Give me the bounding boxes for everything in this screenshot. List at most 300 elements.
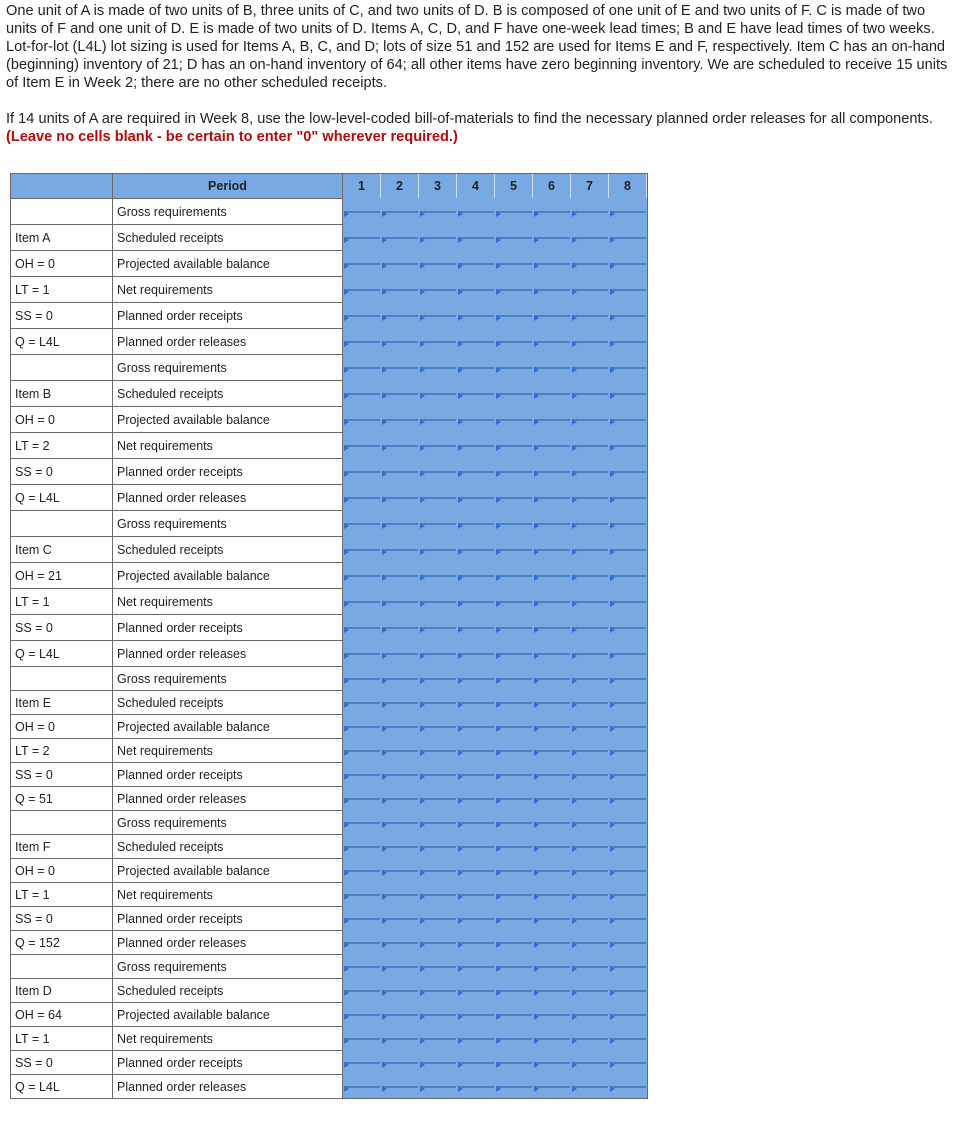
answer-input[interactable] (344, 870, 380, 872)
answer-input[interactable] (344, 702, 380, 704)
answer-input[interactable] (382, 627, 418, 629)
answer-input[interactable] (496, 846, 532, 848)
answer-input[interactable] (458, 393, 494, 395)
answer-input[interactable] (572, 894, 608, 896)
answer-input[interactable] (344, 289, 380, 291)
answer-input[interactable] (420, 894, 456, 896)
answer-input[interactable] (572, 846, 608, 848)
answer-input[interactable] (344, 846, 380, 848)
answer-input[interactable] (610, 445, 646, 447)
answer-input[interactable] (496, 822, 532, 824)
answer-input[interactable] (534, 1014, 570, 1016)
answer-input[interactable] (344, 575, 380, 577)
answer-input[interactable] (534, 341, 570, 343)
answer-input[interactable] (420, 822, 456, 824)
answer-input[interactable] (458, 289, 494, 291)
input-cell (419, 276, 457, 302)
answer-input[interactable] (420, 367, 456, 369)
answer-input[interactable] (572, 575, 608, 577)
answer-input[interactable] (534, 575, 570, 577)
answer-input[interactable] (572, 774, 608, 776)
answer-input[interactable] (572, 918, 608, 920)
answer-input[interactable] (534, 678, 570, 680)
answer-input[interactable] (496, 601, 532, 603)
answer-input[interactable] (420, 393, 456, 395)
answer-input[interactable] (610, 942, 646, 944)
answer-input[interactable] (344, 237, 380, 239)
input-cell (609, 906, 647, 930)
answer-input[interactable] (496, 726, 532, 728)
answer-input[interactable] (572, 393, 608, 395)
answer-input[interactable] (344, 1014, 380, 1016)
answer-input[interactable] (420, 966, 456, 968)
answer-input[interactable] (382, 678, 418, 680)
answer-input[interactable] (458, 575, 494, 577)
answer-input[interactable] (420, 445, 456, 447)
answer-input[interactable] (382, 263, 418, 265)
answer-input[interactable] (344, 798, 380, 800)
answer-input[interactable] (382, 575, 418, 577)
input-cell (457, 930, 495, 954)
answer-input[interactable] (610, 870, 646, 872)
answer-input[interactable] (572, 419, 608, 421)
answer-input[interactable] (534, 894, 570, 896)
answer-input[interactable] (496, 1038, 532, 1040)
answer-input[interactable] (496, 1014, 532, 1016)
answer-input[interactable] (572, 627, 608, 629)
answer-input[interactable] (458, 918, 494, 920)
answer-input[interactable] (420, 750, 456, 752)
answer-input[interactable] (534, 471, 570, 473)
answer-input[interactable] (382, 237, 418, 239)
answer-input[interactable] (458, 367, 494, 369)
answer-input[interactable] (572, 750, 608, 752)
answer-input[interactable] (572, 702, 608, 704)
input-cell (495, 380, 533, 406)
answer-input[interactable] (458, 1014, 494, 1016)
answer-input[interactable] (344, 549, 380, 551)
answer-input[interactable] (610, 237, 646, 239)
answer-input[interactable] (572, 966, 608, 968)
answer-input[interactable] (610, 990, 646, 992)
answer-input[interactable] (534, 627, 570, 629)
answer-input[interactable] (344, 367, 380, 369)
answer-input[interactable] (382, 523, 418, 525)
answer-input[interactable] (534, 846, 570, 848)
answer-input[interactable] (572, 1014, 608, 1016)
answer-input[interactable] (610, 702, 646, 704)
answer-input[interactable] (458, 627, 494, 629)
answer-input[interactable] (344, 1062, 380, 1064)
answer-input[interactable] (382, 726, 418, 728)
answer-input[interactable] (344, 263, 380, 265)
answer-input[interactable] (534, 1062, 570, 1064)
answer-input[interactable] (572, 678, 608, 680)
answer-input[interactable] (572, 289, 608, 291)
answer-input[interactable] (420, 653, 456, 655)
row-label: Planned order releases (113, 328, 343, 354)
input-cell (533, 1074, 571, 1098)
answer-input[interactable] (382, 702, 418, 704)
answer-input[interactable] (458, 653, 494, 655)
answer-input[interactable] (496, 750, 532, 752)
answer-input[interactable] (458, 678, 494, 680)
answer-input[interactable] (534, 822, 570, 824)
answer-input[interactable] (420, 549, 456, 551)
answer-input[interactable] (496, 263, 532, 265)
answer-input[interactable] (420, 942, 456, 944)
answer-input[interactable] (534, 367, 570, 369)
answer-input[interactable] (496, 798, 532, 800)
answer-input[interactable] (610, 393, 646, 395)
answer-input[interactable] (420, 774, 456, 776)
answer-input[interactable] (572, 471, 608, 473)
answer-input[interactable] (420, 341, 456, 343)
answer-input[interactable] (420, 702, 456, 704)
answer-input[interactable] (610, 419, 646, 421)
answer-input[interactable] (496, 237, 532, 239)
answer-input[interactable] (344, 341, 380, 343)
answer-input[interactable] (610, 289, 646, 291)
answer-input[interactable] (572, 497, 608, 499)
answer-input[interactable] (458, 846, 494, 848)
answer-input[interactable] (382, 653, 418, 655)
answer-input[interactable] (344, 1086, 380, 1088)
answer-input[interactable] (344, 774, 380, 776)
answer-input[interactable] (610, 549, 646, 551)
answer-input[interactable] (496, 211, 532, 213)
answer-input[interactable] (496, 990, 532, 992)
answer-input[interactable] (572, 822, 608, 824)
answer-input[interactable] (572, 445, 608, 447)
answer-input[interactable] (458, 237, 494, 239)
answer-input[interactable] (420, 846, 456, 848)
answer-input[interactable] (382, 846, 418, 848)
answer-input[interactable] (382, 918, 418, 920)
answer-input[interactable] (382, 289, 418, 291)
answer-input[interactable] (534, 918, 570, 920)
answer-input[interactable] (458, 341, 494, 343)
answer-input[interactable] (496, 1086, 532, 1088)
answer-input[interactable] (344, 822, 380, 824)
answer-input[interactable] (534, 774, 570, 776)
answer-input[interactable] (420, 289, 456, 291)
answer-input[interactable] (420, 471, 456, 473)
answer-input[interactable] (458, 263, 494, 265)
answer-input[interactable] (420, 315, 456, 317)
answer-input[interactable] (382, 367, 418, 369)
answer-input[interactable] (420, 263, 456, 265)
answer-input[interactable] (572, 211, 608, 213)
answer-input[interactable] (610, 798, 646, 800)
answer-input[interactable] (420, 990, 456, 992)
answer-input[interactable] (458, 419, 494, 421)
mrp-row (11, 614, 647, 640)
answer-input[interactable] (610, 750, 646, 752)
answer-input[interactable] (382, 798, 418, 800)
answer-input[interactable] (572, 726, 608, 728)
answer-input[interactable] (344, 942, 380, 944)
answer-input[interactable] (534, 750, 570, 752)
input-cell (609, 978, 647, 1002)
answer-input[interactable] (572, 601, 608, 603)
answer-input[interactable] (572, 990, 608, 992)
answer-input[interactable] (382, 774, 418, 776)
answer-input[interactable] (534, 237, 570, 239)
answer-input[interactable] (572, 653, 608, 655)
answer-input[interactable] (458, 549, 494, 551)
answer-input[interactable] (420, 419, 456, 421)
input-cell (343, 224, 381, 250)
answer-input[interactable] (344, 750, 380, 752)
answer-input[interactable] (610, 627, 646, 629)
answer-input[interactable] (572, 315, 608, 317)
answer-input[interactable] (572, 870, 608, 872)
answer-input[interactable] (382, 822, 418, 824)
answer-input[interactable] (496, 445, 532, 447)
answer-input[interactable] (572, 237, 608, 239)
answer-input[interactable] (382, 750, 418, 752)
answer-input[interactable] (344, 393, 380, 395)
answer-input[interactable] (344, 1038, 380, 1040)
answer-input[interactable] (382, 1086, 418, 1088)
answer-input[interactable] (420, 798, 456, 800)
answer-input[interactable] (496, 289, 532, 291)
answer-input[interactable] (610, 575, 646, 577)
answer-input[interactable] (344, 653, 380, 655)
answer-input[interactable] (458, 497, 494, 499)
answer-input[interactable] (458, 702, 494, 704)
answer-input[interactable] (496, 1062, 532, 1064)
answer-input[interactable] (382, 393, 418, 395)
answer-input[interactable] (496, 653, 532, 655)
answer-input[interactable] (382, 1062, 418, 1064)
answer-input[interactable] (610, 822, 646, 824)
answer-input[interactable] (610, 523, 646, 525)
answer-input[interactable] (382, 1014, 418, 1016)
answer-input[interactable] (610, 774, 646, 776)
answer-input[interactable] (344, 678, 380, 680)
answer-input[interactable] (534, 1038, 570, 1040)
answer-input[interactable] (534, 315, 570, 317)
answer-input[interactable] (420, 726, 456, 728)
answer-input[interactable] (610, 966, 646, 968)
answer-input[interactable] (382, 601, 418, 603)
answer-input[interactable] (458, 990, 494, 992)
answer-input[interactable] (496, 393, 532, 395)
answer-input[interactable] (496, 367, 532, 369)
answer-input[interactable] (382, 497, 418, 499)
answer-input[interactable] (572, 367, 608, 369)
answer-input[interactable] (344, 966, 380, 968)
answer-input[interactable] (534, 263, 570, 265)
answer-input[interactable] (496, 471, 532, 473)
input-cell (533, 484, 571, 510)
answer-input[interactable] (610, 918, 646, 920)
answer-input[interactable] (534, 497, 570, 499)
answer-input[interactable] (572, 942, 608, 944)
answer-input[interactable] (344, 990, 380, 992)
answer-input[interactable] (458, 445, 494, 447)
answer-input[interactable] (458, 822, 494, 824)
answer-input[interactable] (572, 341, 608, 343)
answer-input[interactable] (534, 702, 570, 704)
answer-input[interactable] (420, 678, 456, 680)
answer-input[interactable] (382, 471, 418, 473)
answer-input[interactable] (534, 445, 570, 447)
answer-input[interactable] (534, 1086, 570, 1088)
answer-input[interactable] (610, 1062, 646, 1064)
answer-input[interactable] (344, 726, 380, 728)
input-cell (343, 690, 381, 714)
answer-input[interactable] (420, 237, 456, 239)
answer-input[interactable] (610, 497, 646, 499)
answer-input[interactable] (458, 523, 494, 525)
answer-input[interactable] (534, 870, 570, 872)
answer-input[interactable] (382, 211, 418, 213)
answer-input[interactable] (610, 1038, 646, 1040)
answer-input[interactable] (496, 549, 532, 551)
answer-input[interactable] (534, 990, 570, 992)
answer-input[interactable] (458, 211, 494, 213)
answer-input[interactable] (420, 211, 456, 213)
answer-input[interactable] (610, 471, 646, 473)
answer-input[interactable] (572, 549, 608, 551)
answer-input[interactable] (610, 678, 646, 680)
answer-input[interactable] (496, 918, 532, 920)
answer-input[interactable] (458, 1038, 494, 1040)
answer-input[interactable] (610, 653, 646, 655)
answer-input[interactable] (382, 966, 418, 968)
answer-input[interactable] (382, 419, 418, 421)
answer-input[interactable] (572, 1062, 608, 1064)
answer-input[interactable] (610, 894, 646, 896)
answer-input[interactable] (534, 942, 570, 944)
answer-input[interactable] (572, 1038, 608, 1040)
answer-input[interactable] (496, 575, 532, 577)
answer-input[interactable] (458, 774, 494, 776)
answer-input[interactable] (534, 289, 570, 291)
answer-input[interactable] (382, 315, 418, 317)
answer-input[interactable] (344, 523, 380, 525)
answer-input[interactable] (420, 1014, 456, 1016)
answer-input[interactable] (382, 445, 418, 447)
answer-input[interactable] (420, 601, 456, 603)
answer-input[interactable] (496, 894, 532, 896)
answer-input[interactable] (344, 894, 380, 896)
answer-input[interactable] (610, 263, 646, 265)
answer-input[interactable] (420, 497, 456, 499)
answer-input[interactable] (496, 678, 532, 680)
answer-input[interactable] (496, 315, 532, 317)
answer-input[interactable] (458, 798, 494, 800)
answer-input[interactable] (420, 870, 456, 872)
answer-input[interactable] (382, 341, 418, 343)
answer-input[interactable] (534, 966, 570, 968)
answer-input[interactable] (534, 726, 570, 728)
answer-input[interactable] (610, 341, 646, 343)
answer-input[interactable] (496, 774, 532, 776)
answer-input[interactable] (496, 702, 532, 704)
answer-input[interactable] (534, 211, 570, 213)
answer-input[interactable] (458, 750, 494, 752)
answer-input[interactable] (382, 870, 418, 872)
answer-input[interactable] (572, 263, 608, 265)
answer-input[interactable] (382, 1038, 418, 1040)
answer-input[interactable] (534, 393, 570, 395)
answer-input[interactable] (344, 445, 380, 447)
answer-input[interactable] (458, 726, 494, 728)
answer-input[interactable] (458, 966, 494, 968)
answer-input[interactable] (496, 627, 532, 629)
answer-input[interactable] (610, 601, 646, 603)
answer-input[interactable] (420, 575, 456, 577)
answer-input[interactable] (458, 315, 494, 317)
answer-input[interactable] (572, 1086, 608, 1088)
answer-input[interactable] (610, 211, 646, 213)
answer-input[interactable] (496, 870, 532, 872)
answer-input[interactable] (458, 870, 494, 872)
answer-input[interactable] (458, 471, 494, 473)
answer-input[interactable] (458, 1062, 494, 1064)
answer-input[interactable] (420, 1086, 456, 1088)
answer-input[interactable] (344, 601, 380, 603)
answer-input[interactable] (420, 1062, 456, 1064)
answer-input[interactable] (420, 523, 456, 525)
answer-input[interactable] (496, 497, 532, 499)
answer-input[interactable] (344, 627, 380, 629)
answer-input[interactable] (382, 894, 418, 896)
answer-input[interactable] (344, 497, 380, 499)
answer-input[interactable] (420, 627, 456, 629)
answer-input[interactable] (458, 894, 494, 896)
answer-input[interactable] (534, 549, 570, 551)
answer-input[interactable] (496, 419, 532, 421)
answer-input[interactable] (458, 601, 494, 603)
answer-input[interactable] (572, 523, 608, 525)
answer-input[interactable] (458, 1086, 494, 1088)
answer-input[interactable] (496, 341, 532, 343)
answer-input[interactable] (420, 918, 456, 920)
answer-input[interactable] (344, 918, 380, 920)
answer-input[interactable] (496, 942, 532, 944)
answer-input[interactable] (420, 1038, 456, 1040)
answer-input[interactable] (534, 419, 570, 421)
answer-input[interactable] (382, 549, 418, 551)
answer-input[interactable] (496, 523, 532, 525)
answer-input[interactable] (344, 419, 380, 421)
answer-input[interactable] (610, 1086, 646, 1088)
answer-input[interactable] (344, 211, 380, 213)
answer-input[interactable] (610, 726, 646, 728)
answer-input[interactable] (610, 846, 646, 848)
answer-input[interactable] (534, 798, 570, 800)
input-cell (495, 858, 533, 882)
answer-input[interactable] (610, 315, 646, 317)
answer-input[interactable] (382, 942, 418, 944)
answer-input[interactable] (534, 653, 570, 655)
answer-input[interactable] (458, 942, 494, 944)
answer-input[interactable] (534, 601, 570, 603)
answer-input[interactable] (610, 367, 646, 369)
answer-input[interactable] (534, 523, 570, 525)
answer-input[interactable] (496, 966, 532, 968)
answer-input[interactable] (344, 315, 380, 317)
answer-input[interactable] (572, 798, 608, 800)
answer-input[interactable] (382, 990, 418, 992)
answer-input[interactable] (344, 471, 380, 473)
answer-input[interactable] (610, 1014, 646, 1016)
